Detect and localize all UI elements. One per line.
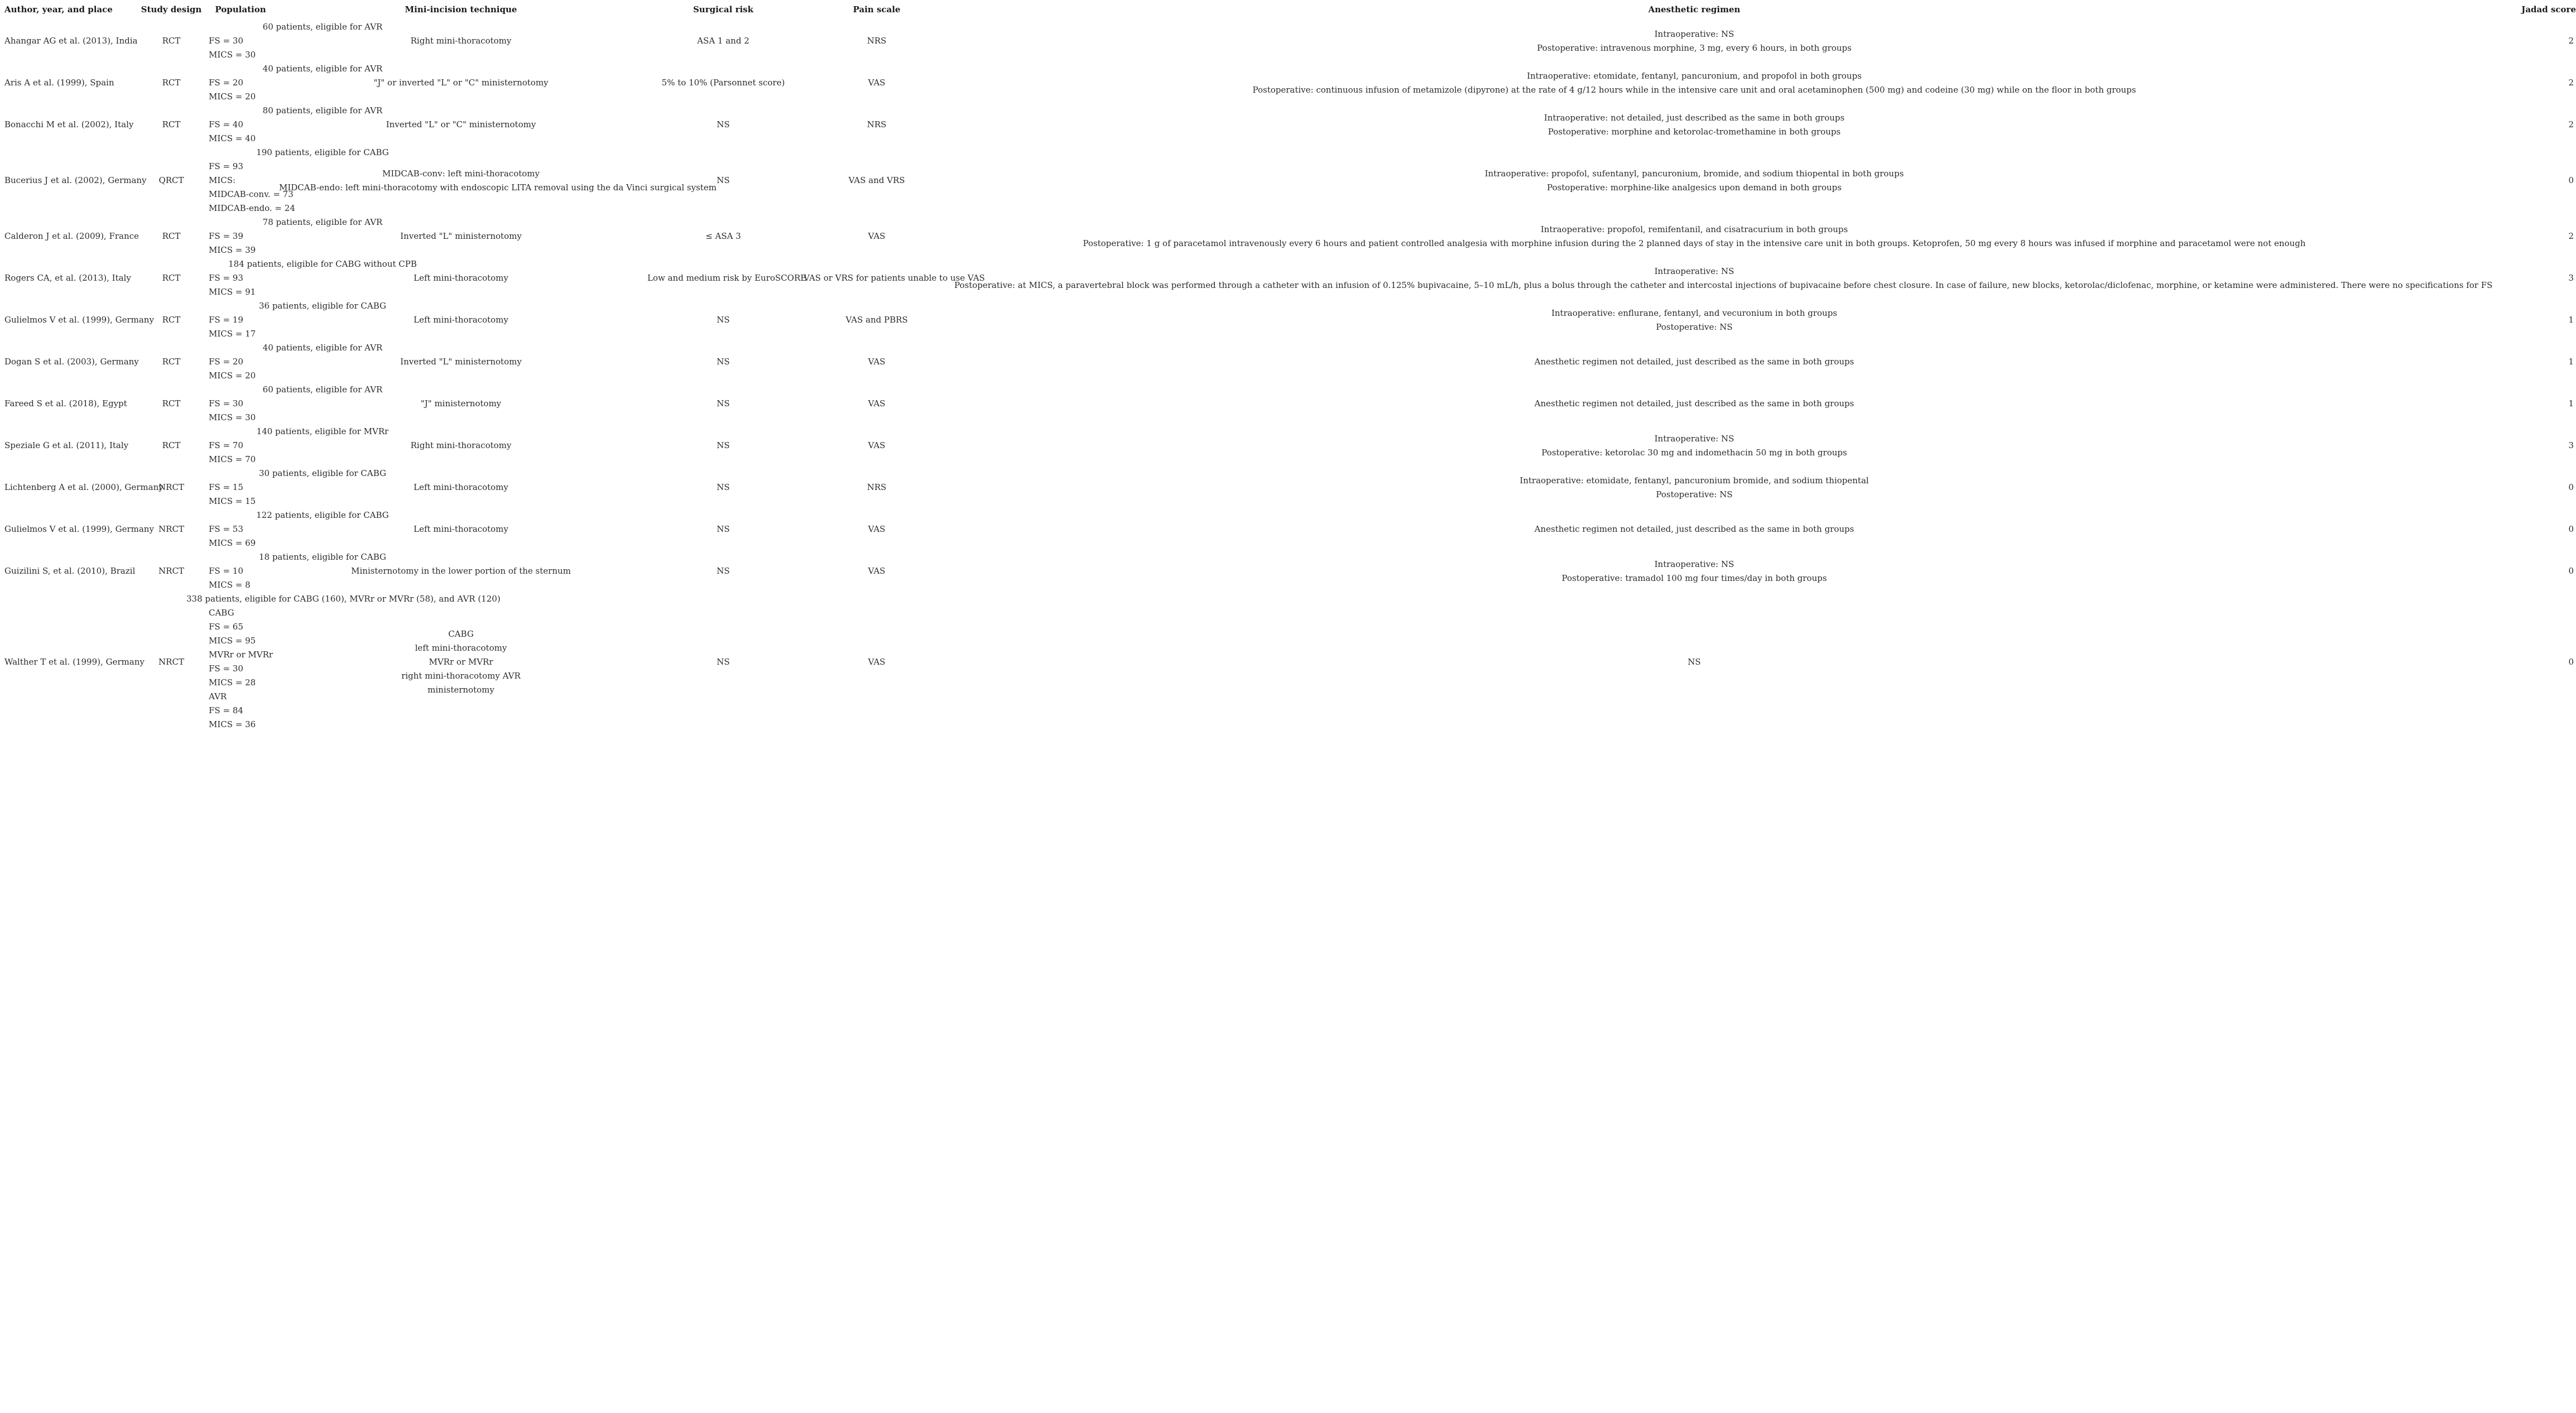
study-design-cell: QRCT: [158, 175, 184, 185]
author-cell: Ahangar AG et al. (2013), India: [4, 36, 138, 46]
author-cell: Walther T et al. (1999), Germany: [4, 656, 145, 667]
population-group-line: MICS = 8: [209, 580, 251, 590]
author-cell: Bonacchi M et al. (2002), Italy: [4, 119, 134, 129]
surgical-risk-cell: NS: [717, 175, 730, 185]
technique-line: CABG: [448, 628, 474, 639]
author-cell: Gulielmos V et al. (1999), Germany: [4, 524, 154, 534]
population-summary: 140 patients, eligible for MVRr: [256, 426, 389, 436]
jadad-score-cell: 2: [2568, 119, 2574, 129]
population-group-line: FS = 10: [209, 566, 243, 576]
table-row: [0, 508, 2576, 550]
pain-scale-cell: VAS: [868, 398, 886, 408]
technique-line: MIDCAB-conv: left mini-thoracotomy: [382, 168, 540, 179]
population-group-line: FS = 30: [209, 36, 243, 46]
surgical-risk-cell: NS: [717, 440, 730, 450]
surgical-risk-cell: NS: [717, 119, 730, 129]
study-design-cell: RCT: [162, 119, 181, 129]
population-group-line: MICS = 69: [209, 538, 256, 548]
study-design-cell: NRCT: [158, 524, 184, 534]
jadad-score-cell: 0: [2568, 524, 2574, 534]
jadad-score-cell: 0: [2568, 566, 2574, 576]
population-group-line: MVRr or MVRr: [209, 650, 273, 660]
study-design-cell: RCT: [162, 357, 181, 367]
author-cell: Lichtenberg A et al. (2000), Germany: [4, 482, 164, 492]
author-cell: Guizilini S, et al. (2010), Brazil: [4, 566, 136, 576]
surgical-risk-cell: NS: [717, 656, 730, 667]
anesthetic-regimen-cell: [952, 383, 2436, 425]
author-cell: Calderon J et al. (2009), France: [4, 231, 139, 241]
technique-line: "J" ministernotomy: [420, 398, 502, 408]
pain-scale-cell: VAS: [868, 440, 886, 450]
population-group-line: MICS = 15: [209, 496, 256, 506]
anesthetic-regimen-cell: [952, 257, 2493, 299]
population-group-line: FS = 15: [209, 482, 243, 492]
table-row: [0, 257, 2576, 299]
population-group-line: FS = 39: [209, 231, 243, 241]
jadad-score-cell: 1: [2568, 398, 2574, 408]
jadad-score-cell: 0: [2568, 175, 2574, 185]
regimen-line: Postoperative: continuous infusion of metamizole (dipyrone) at the rate of 4 g/12 hours while in the intensive care unit and oral acetaminophen (500 mg) and codeine (30 mg) while on the floor in both groups: [1252, 84, 2136, 95]
regimen-line: Anesthetic regimen not detailed, just described as the same in both groups: [1534, 524, 1854, 534]
population-summary: 78 patients, eligible for AVR: [262, 217, 383, 227]
regimen-line: Postoperative: morphine and ketorolac-tromethamine in both groups: [1547, 126, 1841, 137]
population-summary: 18 patients, eligible for CABG: [258, 552, 387, 562]
population-group-line: MIDCAB-endo. = 24: [209, 203, 295, 213]
population-group-line: FS = 19: [209, 315, 243, 325]
regimen-line: Postoperative: NS: [1656, 321, 1733, 332]
surgical-risk-cell: ASA 1 and 2: [697, 36, 749, 46]
anesthetic-regimen-cell: [952, 425, 2436, 467]
table-row: [0, 467, 2576, 508]
technique-line: Left mini-thoracotomy: [414, 273, 508, 283]
regimen-line: Postoperative: 1 g of paracetamol intravenously every 6 hours and patient controlled analgesia with morphine infusion during the 2 planned days of stay in the intensive care unit in both groups. Ketoprofen, 50 mg every 8 hours was infused if morphine and paracetamol were not enough: [1083, 238, 2306, 248]
anesthetic-regimen-cell: [952, 299, 2436, 341]
header-study-design: Study design: [141, 4, 202, 15]
surgical-risk-cell: NS: [717, 524, 730, 534]
pain-scale-cell: VAS: [868, 231, 886, 241]
table-row: [0, 20, 2576, 62]
anesthetic-regimen-cell: [952, 550, 2436, 592]
population-cell: [204, 508, 389, 550]
technique-line: MVRr or MVRr: [429, 656, 493, 667]
author-cell: Aris A et al. (1999), Spain: [4, 78, 114, 88]
population-summary: 60 patients, eligible for AVR: [262, 22, 383, 32]
table-row: [0, 62, 2576, 104]
header-anesthetic-regimen: Anesthetic regimen: [1648, 4, 1741, 15]
technique-line: Right mini-thoracotomy: [410, 36, 512, 46]
anesthetic-regimen-cell: [952, 20, 2436, 62]
surgical-risk-cell: 5% to 10% (Parsonnet score): [661, 78, 785, 88]
technique-line: Left mini-thoracotomy: [414, 482, 508, 492]
population-group-line: FS = 65: [209, 622, 243, 632]
table-row: [0, 146, 2576, 215]
jadad-score-cell: 2: [2568, 36, 2574, 46]
population-cell: [204, 467, 387, 508]
table-row: [0, 592, 2576, 732]
technique-line: ministernotomy: [427, 684, 494, 695]
surgical-risk-cell: NS: [717, 566, 730, 576]
study-design-cell: NRCT: [158, 482, 184, 492]
population-cell: [204, 257, 417, 299]
population-cell: [204, 299, 387, 341]
population-cell: [204, 215, 383, 257]
table-row: [0, 341, 2576, 383]
regimen-line: Intraoperative: propofol, remifentanil, and cisatracurium in both groups: [1540, 224, 1848, 234]
regimen-line: Postoperative: NS: [1656, 489, 1733, 499]
pain-scale-cell: VAS or VRS for patients unable to use VAS: [804, 273, 985, 283]
table-row: [0, 550, 2576, 592]
population-summary: 36 patients, eligible for CABG: [258, 301, 387, 311]
technique-line: Left mini-thoracotomy: [414, 524, 508, 534]
anesthetic-regimen-cell: [952, 104, 2436, 146]
population-summary: 40 patients, eligible for AVR: [262, 343, 383, 353]
anesthetic-regimen-cell: [952, 62, 2436, 104]
population-group-line: MIDCAB-conv. = 73: [209, 189, 294, 199]
study-design-cell: RCT: [162, 36, 181, 46]
population-group-line: FS = 93: [209, 161, 243, 171]
technique-line: Right mini-thoracotomy: [410, 440, 512, 450]
table-row: [0, 104, 2576, 146]
technique-line: Inverted "L" ministernotomy: [400, 357, 522, 367]
study-design-cell: RCT: [162, 315, 181, 325]
population-group-line: MICS = 39: [209, 245, 256, 255]
population-group-line: MICS = 36: [209, 719, 256, 729]
table-row: [0, 299, 2576, 341]
population-cell: [204, 104, 383, 146]
population-summary: 190 patients, eligible for CABG: [256, 147, 389, 157]
surgical-risk-cell: NS: [717, 398, 730, 408]
population-group-line: MICS = 28: [209, 677, 256, 688]
jadad-score-cell: 2: [2568, 78, 2574, 88]
anesthetic-regimen-cell: [952, 592, 2436, 732]
study-design-cell: RCT: [162, 440, 181, 450]
population-group-line: FS = 30: [209, 664, 243, 674]
regimen-line: Intraoperative: etomidate, fentanyl, pancuronium bromide, and sodium thiopental: [1520, 475, 1869, 486]
jadad-score-cell: 0: [2568, 656, 2574, 667]
table-row: [0, 383, 2576, 425]
table-row: [0, 215, 2576, 257]
header-pain-scale: Pain scale: [853, 4, 901, 15]
population-group-line: FS = 40: [209, 119, 243, 129]
population-summary: 40 patients, eligible for AVR: [262, 64, 383, 74]
pain-scale-cell: VAS: [868, 78, 886, 88]
population-group-line: MICS = 95: [209, 636, 256, 646]
population-group-line: MICS = 20: [209, 371, 256, 381]
population-summary: 122 patients, eligible for CABG: [256, 510, 389, 520]
population-group-line: MICS = 17: [209, 329, 256, 339]
anesthetic-regimen-cell: [952, 467, 2436, 508]
population-group-line: FS = 53: [209, 524, 243, 534]
author-cell: Bucerius J et al. (2002), Germany: [4, 175, 147, 185]
pain-scale-cell: NRS: [867, 482, 887, 492]
header-jadad-score: Jadad score: [2521, 4, 2576, 15]
regimen-line: Intraoperative: enflurane, fentanyl, and vecuronium in both groups: [1551, 307, 1838, 318]
pain-scale-cell: NRS: [867, 119, 887, 129]
technique-line: "J" or inverted "L" or "C" ministernotomy: [373, 78, 549, 88]
regimen-line: Postoperative: morphine-like analgesics upon demand in both groups: [1547, 182, 1842, 193]
regimen-line: NS: [1688, 656, 1701, 667]
study-design-cell: NRCT: [158, 566, 184, 576]
population-cell: [204, 20, 383, 62]
header-population: Population: [215, 4, 266, 15]
surgical-risk-cell: NS: [717, 357, 730, 367]
surgical-risk-cell: ≤ ASA 3: [705, 231, 741, 241]
pain-scale-cell: VAS: [868, 566, 886, 576]
regimen-line: Postoperative: tramadol 100 mg four times/day in both groups: [1561, 573, 1827, 583]
anesthetic-regimen-cell: [952, 508, 2436, 550]
population-group-line: MICS = 30: [209, 412, 256, 422]
regimen-line: Intraoperative: NS: [1654, 433, 1734, 444]
population-cell: [204, 62, 383, 104]
population-summary: 184 patients, eligible for CABG without CPB: [228, 259, 417, 269]
jadad-score-cell: 1: [2568, 357, 2574, 367]
regimen-line: Intraoperative: NS: [1654, 28, 1734, 39]
anesthetic-regimen-cell: [952, 146, 2436, 215]
pain-scale-cell: VAS and VRS: [848, 175, 905, 185]
regimen-line: Postoperative: ketorolac 30 mg and indomethacin 50 mg in both groups: [1541, 447, 1847, 458]
population-summary: 338 patients, eligible for CABG (160), MVRr or MVRr (58), and AVR (120): [186, 594, 501, 604]
population-group-line: MICS = 20: [209, 92, 256, 102]
study-design-cell: RCT: [162, 273, 181, 283]
author-cell: Rogers CA, et al. (2013), Italy: [4, 273, 131, 283]
population-group-line: MICS:: [209, 175, 236, 185]
technique-line: right mini-thoracotomy AVR: [401, 670, 521, 681]
population-group-line: MICS = 40: [209, 133, 256, 143]
population-group-line: AVR: [209, 691, 227, 701]
surgical-risk-cell: Low and medium risk by EuroSCORE: [647, 273, 807, 283]
anesthetic-regimen-cell: [952, 341, 2436, 383]
technique-line: Ministernotomy in the lower portion of the sternum: [351, 566, 571, 576]
population-group-line: FS = 20: [209, 357, 243, 367]
population-group-line: FS = 93: [209, 273, 243, 283]
population-group-line: FS = 84: [209, 705, 243, 715]
study-design-cell: RCT: [162, 231, 181, 241]
technique-line: Left mini-thoracotomy: [414, 315, 508, 325]
header-mini-incision-technique: Mini-incision technique: [405, 4, 517, 15]
pain-scale-cell: NRS: [867, 36, 887, 46]
regimen-line: Intraoperative: etomidate, fentanyl, pancuronium, and propofol in both groups: [1527, 70, 1862, 81]
header-author: Author, year, and place: [4, 4, 113, 15]
regimen-line: Intraoperative: NS: [1654, 266, 1734, 276]
population-group-line: MICS = 30: [209, 50, 256, 60]
population-group-line: MICS = 70: [209, 454, 256, 464]
population-cell: [204, 341, 383, 383]
study-design-cell: RCT: [162, 78, 181, 88]
author-cell: Speziale G et al. (2011), Italy: [4, 440, 129, 450]
study-design-cell: RCT: [162, 398, 181, 408]
population-group-line: FS = 20: [209, 78, 243, 88]
technique-cell: [277, 592, 645, 732]
jadad-score-cell: 2: [2568, 231, 2574, 241]
regimen-line: Intraoperative: not detailed, just described as the same in both groups: [1544, 112, 1845, 123]
anesthetic-regimen-cell: [952, 215, 2436, 257]
technique-line: Inverted "L" ministernotomy: [400, 231, 522, 241]
author-cell: Dogan S et al. (2003), Germany: [4, 357, 139, 367]
table-body: [0, 20, 2576, 732]
population-cell: [204, 425, 389, 467]
surgical-risk-cell: NS: [717, 315, 730, 325]
regimen-line: Intraoperative: NS: [1654, 559, 1734, 569]
jadad-score-cell: 3: [2568, 273, 2574, 283]
header-surgical-risk: Surgical risk: [693, 4, 754, 15]
population-cell: [204, 146, 389, 215]
pain-scale-cell: VAS: [868, 524, 886, 534]
population-summary: 80 patients, eligible for AVR: [262, 105, 383, 116]
pain-scale-cell: VAS and PBRS: [845, 315, 908, 325]
jadad-score-cell: 3: [2568, 440, 2574, 450]
regimen-line: Intraoperative: propofol, sufentanyl, pancuronium, bromide, and sodium thiopental in both groups: [1484, 168, 1904, 179]
author-cell: Gulielmos V et al. (1999), Germany: [4, 315, 154, 325]
population-summary: 30 patients, eligible for CABG: [258, 468, 387, 478]
population-group-line: CABG: [209, 608, 234, 618]
surgical-risk-cell: NS: [717, 482, 730, 492]
technique-line: Inverted "L" or "C" ministernotomy: [386, 119, 536, 129]
pain-scale-cell: VAS: [868, 357, 886, 367]
pain-scale-cell: VAS: [868, 656, 886, 667]
regimen-line: Postoperative: at MICS, a paravertebral block was performed through a catheter with an infusion of 0.125% bupivacaine, 5–10 mL/h, plus a bolus through the catheter and intercostal injections of bupivacaine before chest closure. In case of failure, new blocks, ketorolac/diclofenac, morphine, or ketamine were administered. There were no specifications for FS: [954, 280, 2493, 290]
author-cell: Fareed S et al. (2018), Egypt: [4, 398, 127, 408]
population-group-line: FS = 30: [209, 398, 243, 408]
header-row: [0, 0, 2576, 20]
population-summary: 60 patients, eligible for AVR: [262, 385, 383, 395]
population-cell: [204, 383, 383, 425]
study-design-cell: NRCT: [158, 656, 184, 667]
table-row: [0, 425, 2576, 467]
regimen-line: Postoperative: intravenous morphine, 3 mg, every 6 hours, in both groups: [1537, 42, 1852, 53]
regimen-line: Anesthetic regimen not detailed, just described as the same in both groups: [1534, 357, 1854, 367]
population-group-line: MICS = 91: [209, 287, 256, 297]
population-group-line: FS = 70: [209, 440, 243, 450]
technique-line: left mini-thoracotomy: [415, 642, 507, 653]
population-cell: [204, 550, 387, 592]
jadad-score-cell: 0: [2568, 482, 2574, 492]
jadad-score-cell: 1: [2568, 315, 2574, 325]
technique-line: MIDCAB-endo: left mini-thoracotomy with endoscopic LITA removal using the da Vinci surgical system: [279, 182, 717, 193]
regimen-line: Anesthetic regimen not detailed, just described as the same in both groups: [1534, 398, 1854, 408]
